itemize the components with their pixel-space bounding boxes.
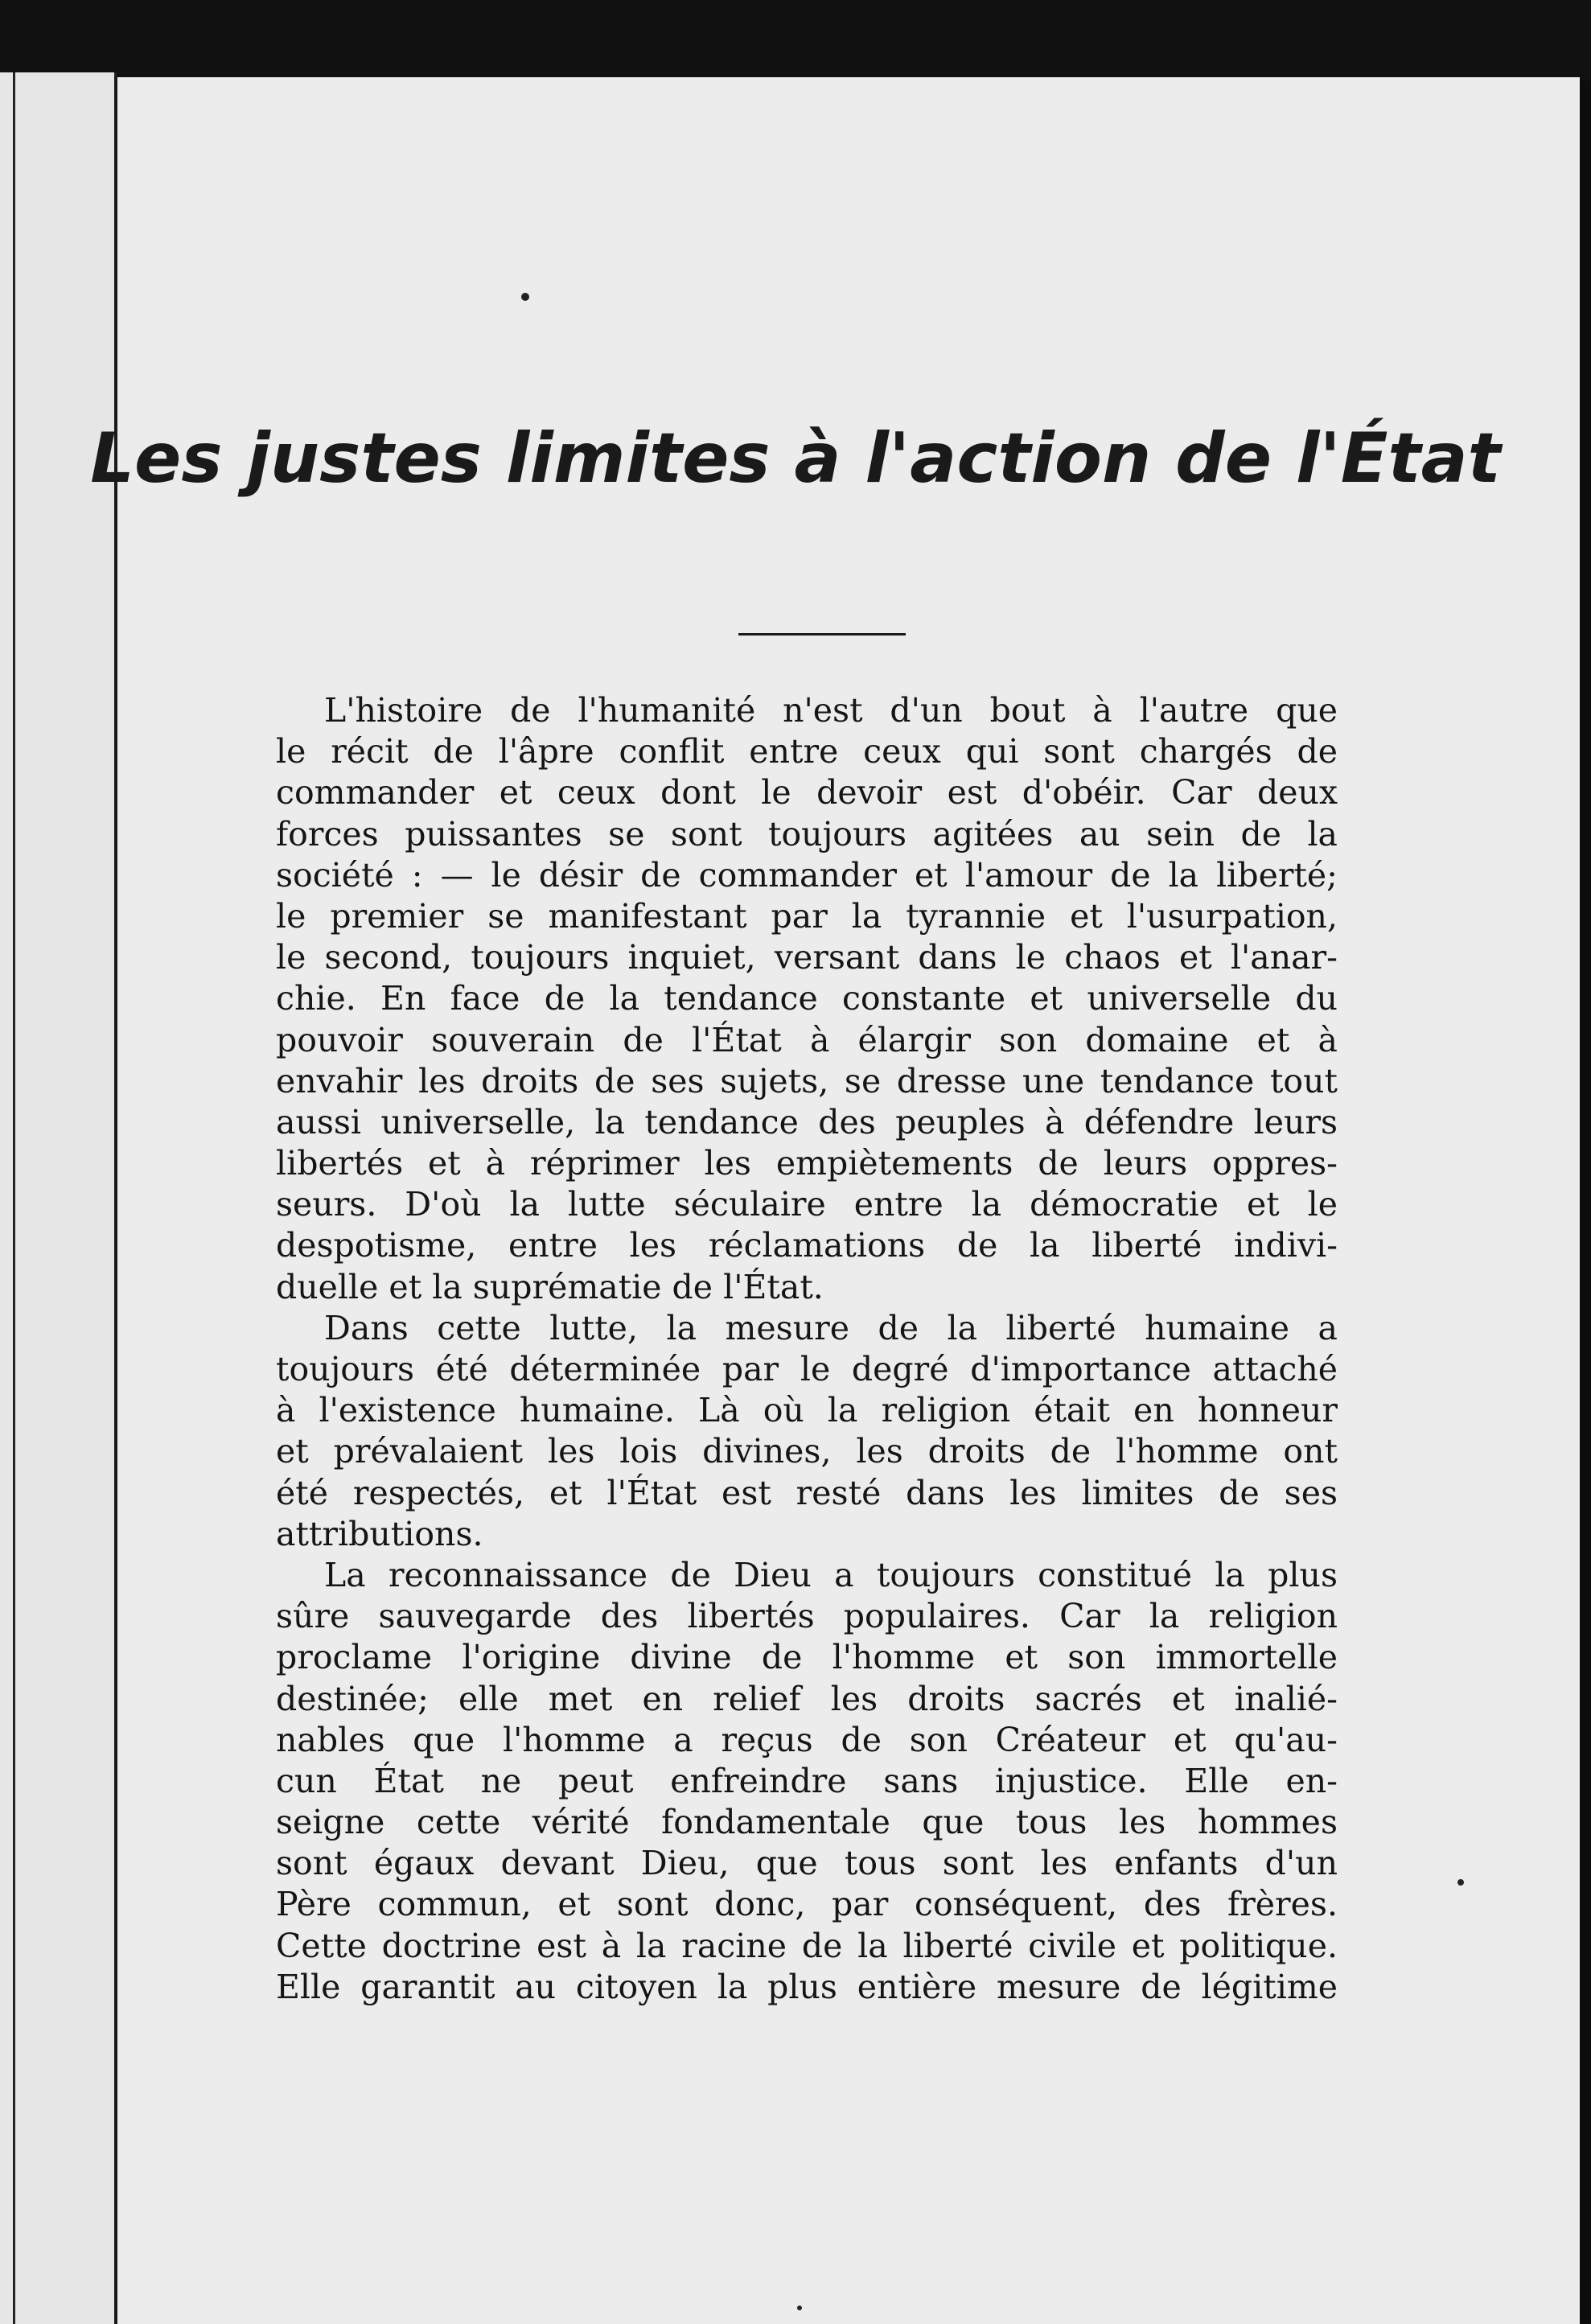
- text-line: seigne cette vérité fondamentale que tous les hommes: [276, 1803, 1338, 1842]
- text-line: cun État ne peut enfreindre sans injustice. Elle en-: [276, 1761, 1338, 1800]
- text-line: forces puissantes se sont toujours agitées au sein de la: [276, 814, 1338, 854]
- page-edge-line: [13, 72, 15, 2324]
- text-line: été respectés, et l'État est resté dans les limites de ses: [276, 1473, 1338, 1512]
- paragraph: [276, 690, 1338, 1308]
- paragraph: [276, 1308, 1338, 1555]
- previous-page-edge: [0, 72, 117, 2324]
- text-line: La reconnaissance de Dieu a toujours constitué la plus: [324, 1555, 1338, 1594]
- ink-speck: [521, 293, 529, 301]
- text-line: toujours été déterminée par le degré d'importance attaché: [276, 1350, 1338, 1388]
- text-line: destinée; elle met en relief les droits sacrés et inalié-: [276, 1679, 1338, 1718]
- scan-top-border: [0, 0, 1591, 80]
- ink-speck: [1457, 1879, 1464, 1886]
- text-line: L'histoire de l'humanité n'est d'un bout à l'autre que: [324, 691, 1338, 730]
- body-text: [276, 690, 1338, 2008]
- text-line: le récit de l'âpre conflit entre ceux qui sont chargés de: [276, 732, 1338, 771]
- text-line: le second, toujours inquiet, versant dans le chaos et l'anar-: [276, 938, 1338, 977]
- text-line: société : — le désir de commander et l'amour de la liberté;: [276, 855, 1338, 895]
- text-line: à l'existence humaine. Là où la religion était en honneur: [276, 1391, 1338, 1430]
- text-line: duelle et la suprématie de l'État.: [276, 1267, 824, 1306]
- text-line: commander et ceux dont le devoir est d'obéir. Car deux: [276, 773, 1338, 812]
- text-line: Elle garantit au citoyen la plus entière mesure de légitime: [276, 1967, 1338, 2006]
- ink-speck: [797, 2305, 802, 2310]
- text-line: envahir les droits de ses sujets, se dresse une tendance tout: [276, 1061, 1338, 1100]
- text-line: seurs. D'où la lutte séculaire entre la démocratie et le: [276, 1185, 1338, 1224]
- text-line: aussi universelle, la tendance des peuples à défendre leurs: [276, 1102, 1338, 1141]
- paragraph: [276, 1555, 1338, 2008]
- text-line: sont égaux devant Dieu, que tous sont les enfants d'un: [276, 1844, 1338, 1883]
- text-line: libertés et à réprimer les empiètements de leurs oppres-: [276, 1144, 1338, 1183]
- text-line: proclame l'origine divine de l'homme et son immortelle: [276, 1638, 1338, 1677]
- text-line: Dans cette lutte, la mesure de la liberté humaine a: [324, 1308, 1338, 1347]
- text-line: le premier se manifestant par la tyrannie et l'usurpation,: [276, 896, 1338, 936]
- text-line: sûre sauvegarde des libertés populaires. Car la religion: [276, 1597, 1338, 1636]
- text-line: nables que l'homme a reçus de son Créateur et qu'au-: [276, 1720, 1338, 1759]
- text-line: pouvoir souverain de l'État à élargir son domaine et à: [276, 1020, 1338, 1059]
- text-line: Père commun, et sont donc, par conséquent, des frères.: [276, 1885, 1338, 1924]
- text-line: attributions.: [276, 1514, 483, 1553]
- page-title: Les justes limites à l'action de l'État: [90, 418, 1501, 499]
- text-line: despotisme, entre les réclamations de la liberté indivi-: [276, 1226, 1338, 1265]
- title-divider: [738, 633, 906, 636]
- text-line: et prévalaient les lois divines, les droits de l'homme ont: [276, 1432, 1338, 1471]
- text-line: Cette doctrine est à la racine de la liberté civile et politique.: [276, 1926, 1338, 1965]
- text-line: chie. En face de la tendance constante et universelle du: [276, 979, 1338, 1018]
